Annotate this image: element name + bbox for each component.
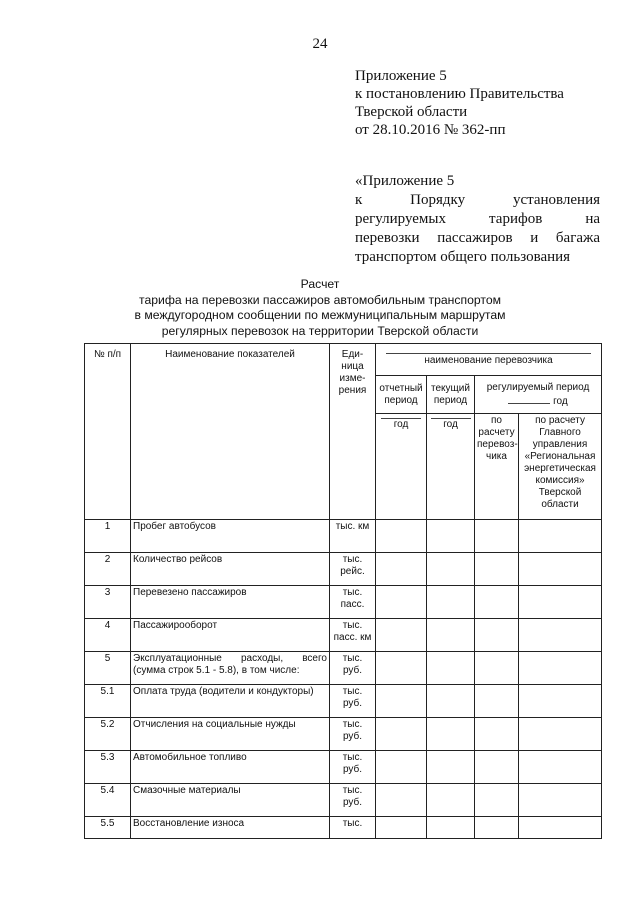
row-name: Смазочные материалы bbox=[131, 784, 330, 817]
appendix-order-line: регулируемых тарифов на bbox=[355, 211, 601, 227]
row-name: Восстановление износа bbox=[131, 817, 330, 839]
value-cell bbox=[475, 784, 519, 817]
header-current: текущий период bbox=[427, 376, 475, 414]
value-cell bbox=[427, 652, 475, 685]
value-cell bbox=[376, 784, 427, 817]
heading-line: регулярных перевозок на территории Тверской области bbox=[161, 323, 479, 338]
row-number: 5.1 bbox=[85, 685, 131, 718]
value-cell bbox=[427, 520, 475, 553]
header-unit: Еди- ница изме- рения bbox=[330, 344, 376, 520]
value-cell bbox=[376, 817, 427, 839]
value-cell bbox=[519, 652, 602, 685]
table-row bbox=[85, 784, 602, 817]
value-cell bbox=[427, 553, 475, 586]
header-year-reported: год bbox=[376, 414, 427, 520]
row-name: Пассажирооборот bbox=[131, 619, 330, 652]
value-cell bbox=[376, 652, 427, 685]
table-row bbox=[85, 619, 602, 652]
appendix-line: Тверской области bbox=[355, 104, 468, 120]
row-unit: тыс. руб. bbox=[330, 718, 376, 751]
header-reported: отчетный период bbox=[376, 376, 427, 414]
appendix-line: от 28.10.2016 № 362-пп bbox=[355, 122, 506, 138]
appendix-reference bbox=[355, 67, 600, 139]
value-cell bbox=[519, 586, 602, 619]
heading-line: в междугородном сообщении по межмуниципальным маршрутам bbox=[134, 308, 506, 322]
row-unit: тыс. руб. bbox=[330, 652, 376, 685]
value-cell bbox=[427, 718, 475, 751]
header-regulated bbox=[475, 376, 602, 414]
row-name: Оплата труда (водители и кондукторы) bbox=[131, 685, 330, 718]
row-number: 5 bbox=[85, 652, 131, 685]
header-name: Наименование показателей bbox=[131, 344, 330, 520]
table-row bbox=[85, 652, 602, 685]
value-cell bbox=[475, 718, 519, 751]
row-unit: тыс. руб. bbox=[330, 685, 376, 718]
tariff-table bbox=[84, 343, 602, 839]
value-cell bbox=[376, 718, 427, 751]
appendix-order-line: транспортом общего пользования bbox=[355, 249, 571, 265]
value-cell bbox=[519, 619, 602, 652]
row-name: Количество рейсов bbox=[131, 553, 330, 586]
heading-line: тарифа на перевозки пассажиров автомобильным транспортом bbox=[139, 292, 501, 307]
row-number: 1 bbox=[85, 520, 131, 553]
row-number: 5.4 bbox=[85, 784, 131, 817]
row-name: Отчисления на социальные нужды bbox=[131, 718, 330, 751]
header-by-carrier: по расчету перевоз- чика bbox=[475, 414, 519, 520]
value-cell bbox=[376, 553, 427, 586]
row-number: 4 bbox=[85, 619, 131, 652]
row-number: 5.5 bbox=[85, 817, 131, 839]
row-number: 3 bbox=[85, 586, 131, 619]
row-number: 2 bbox=[85, 553, 131, 586]
value-cell bbox=[427, 751, 475, 784]
page-number: 24 bbox=[312, 36, 328, 52]
value-cell bbox=[427, 586, 475, 619]
value-cell bbox=[519, 751, 602, 784]
header-by-commission: по расчету Главного управления «Региональная энергетическая комиссия» Тверской области bbox=[519, 414, 602, 520]
row-unit: тыс. пасс. км bbox=[330, 619, 376, 652]
appendix-order-line: перевозки пассажиров и багажа bbox=[355, 230, 601, 246]
row-number: 5.3 bbox=[85, 751, 131, 784]
value-cell bbox=[475, 619, 519, 652]
header-regulated-year: год bbox=[553, 395, 568, 407]
table-row bbox=[85, 718, 602, 751]
header-num: № п/п bbox=[85, 344, 131, 520]
header-carrier bbox=[376, 344, 602, 376]
row-name: Эксплуатационные расходы, всего (сумма строк 5.1 - 5.8), в том числе: bbox=[131, 652, 330, 685]
table-row bbox=[85, 586, 602, 619]
table-row bbox=[85, 751, 602, 784]
value-cell bbox=[475, 751, 519, 784]
heading-line: Расчет bbox=[300, 277, 340, 291]
value-cell bbox=[519, 520, 602, 553]
row-name: Автомобильное топливо bbox=[131, 751, 330, 784]
value-cell bbox=[376, 586, 427, 619]
value-cell bbox=[475, 520, 519, 553]
row-number: 5.2 bbox=[85, 718, 131, 751]
row-unit: тыс. руб. bbox=[330, 751, 376, 784]
appendix-order-reference bbox=[355, 172, 600, 267]
value-cell bbox=[475, 652, 519, 685]
value-cell bbox=[519, 817, 602, 839]
value-cell bbox=[376, 685, 427, 718]
value-cell bbox=[376, 619, 427, 652]
appendix-line: к постановлению Правительства bbox=[355, 86, 564, 102]
value-cell bbox=[519, 553, 602, 586]
header-carrier-label: наименование перевозчика bbox=[386, 353, 591, 367]
value-cell bbox=[475, 817, 519, 839]
header-regulated-label: регулируемый период bbox=[486, 381, 590, 393]
value-cell bbox=[475, 553, 519, 586]
value-cell bbox=[376, 751, 427, 784]
row-unit: тыс. руб. bbox=[330, 784, 376, 817]
table-row bbox=[85, 553, 602, 586]
row-name: Пробег автобусов bbox=[131, 520, 330, 553]
row-name: Перевезено пассажиров bbox=[131, 586, 330, 619]
value-cell bbox=[475, 685, 519, 718]
table-row bbox=[85, 685, 602, 718]
header-year-current: год bbox=[427, 414, 475, 520]
appendix-order-line: «Приложение 5 bbox=[355, 173, 455, 189]
value-cell bbox=[519, 718, 602, 751]
table-row bbox=[85, 520, 602, 553]
document-heading bbox=[0, 277, 640, 339]
year-blank bbox=[508, 394, 550, 404]
row-unit: тыс. пасс. bbox=[330, 586, 376, 619]
value-cell bbox=[519, 685, 602, 718]
value-cell bbox=[475, 586, 519, 619]
appendix-line: Приложение 5 bbox=[355, 68, 447, 84]
value-cell bbox=[427, 619, 475, 652]
row-unit: тыс. рейс. bbox=[330, 553, 376, 586]
value-cell bbox=[376, 520, 427, 553]
value-cell bbox=[427, 784, 475, 817]
row-unit: тыс. км bbox=[330, 520, 376, 553]
value-cell bbox=[427, 817, 475, 839]
appendix-order-line: к Порядку установления bbox=[355, 192, 601, 208]
table-row bbox=[85, 817, 602, 839]
value-cell bbox=[427, 685, 475, 718]
value-cell bbox=[519, 784, 602, 817]
row-unit: тыс. bbox=[330, 817, 376, 839]
